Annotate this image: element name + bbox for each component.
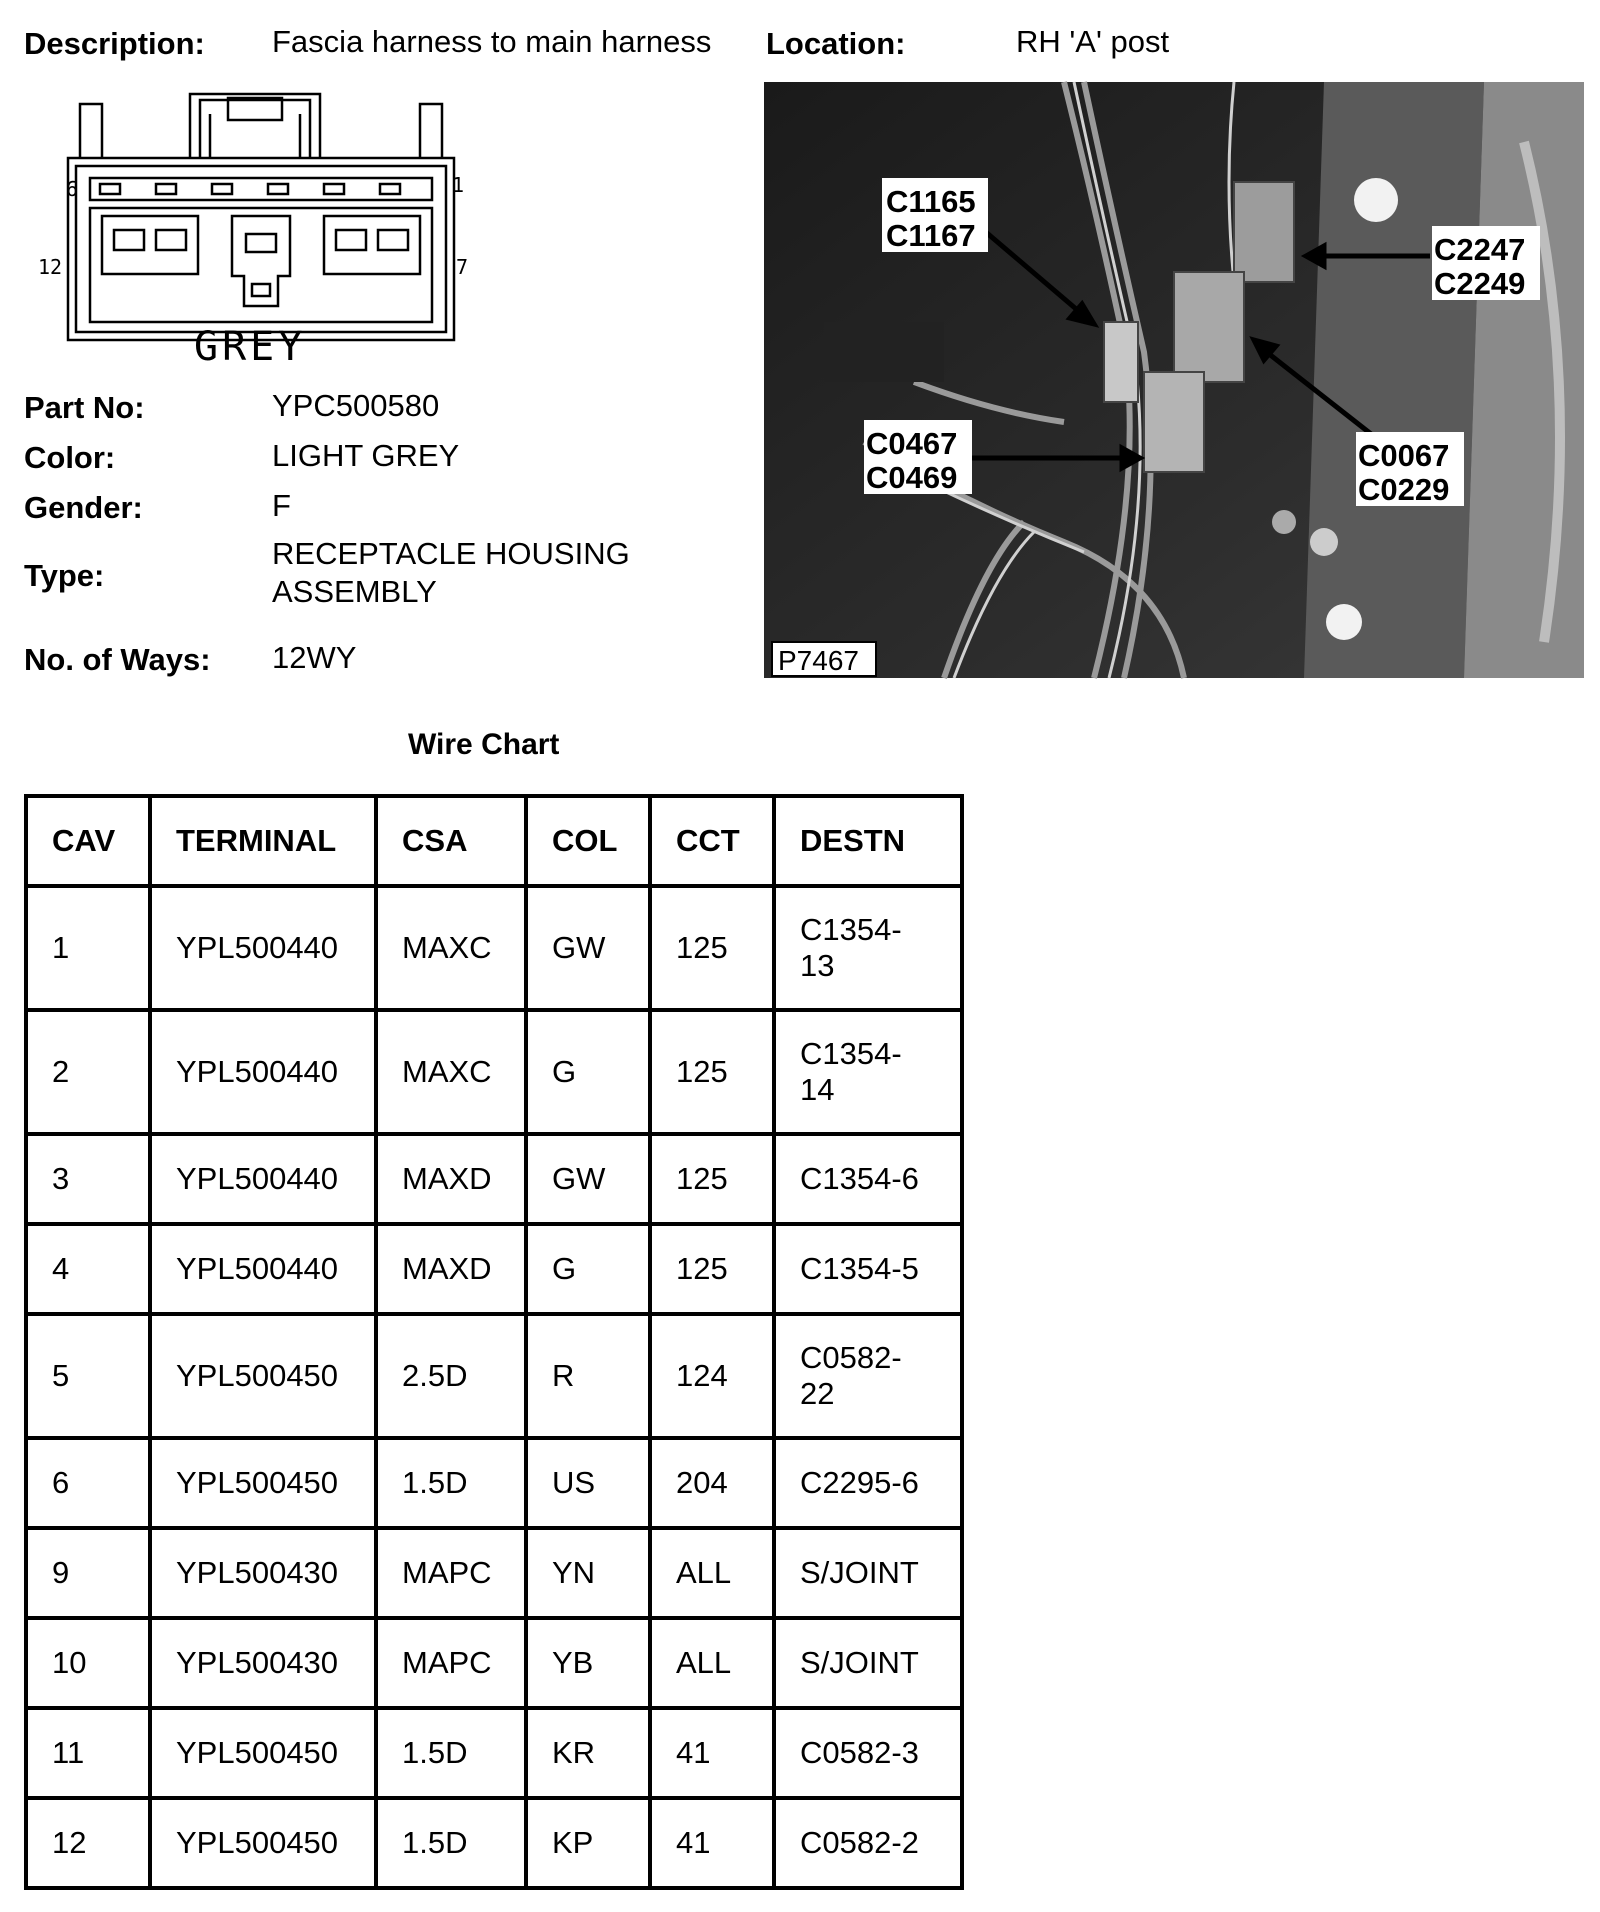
cell-csa: 1.5D (376, 1798, 526, 1888)
cell-csa: MAXD (376, 1224, 526, 1314)
header-terminal: TERMINAL (150, 796, 376, 886)
cell-cct: 125 (650, 1224, 774, 1314)
cell-terminal: YPL500440 (150, 1224, 376, 1314)
table-row (26, 1010, 962, 1134)
table-row (26, 1224, 962, 1314)
photo-reference: P7467 (778, 645, 859, 676)
cell-cav: 5 (26, 1314, 150, 1438)
pin-label-12: 12 (38, 255, 63, 279)
destn-line1: C0582- (800, 1340, 902, 1375)
cell-terminal: YPL500440 (150, 886, 376, 1010)
cell-destn (774, 1314, 962, 1438)
callout-c0067: C0067 (1358, 438, 1450, 473)
destn-line2: 13 (800, 948, 835, 983)
part-no-label: Part No: (24, 390, 145, 425)
cell-destn (774, 886, 962, 1010)
cell-col: GW (526, 1134, 650, 1224)
table-row (26, 1618, 962, 1708)
header-cav: CAV (26, 796, 150, 886)
type-value-line1: RECEPTACLE HOUSING (272, 536, 630, 571)
cell-terminal: YPL500450 (150, 1798, 376, 1888)
cell-csa: 1.5D (376, 1438, 526, 1528)
cell-cct: 125 (650, 886, 774, 1010)
header-destn: DESTN (774, 796, 962, 886)
cell-cav: 11 (26, 1708, 150, 1798)
description-value: Fascia harness to main harness (272, 24, 712, 59)
cell-col: G (526, 1224, 650, 1314)
connector-color-text: GREY (194, 324, 307, 370)
wire-chart-title: Wire Chart (408, 728, 560, 761)
cell-col: G (526, 1010, 650, 1134)
cell-destn: C1354-6 (774, 1134, 962, 1224)
cell-col: GW (526, 886, 650, 1010)
pin-label-6: 6 (66, 177, 79, 201)
cell-col: YB (526, 1618, 650, 1708)
cell-csa: 1.5D (376, 1708, 526, 1798)
callout-c0467: C0467 (866, 426, 958, 461)
callout-c2249: C2249 (1434, 266, 1526, 301)
cell-cav: 4 (26, 1224, 150, 1314)
type-label: Type: (24, 558, 105, 593)
cell-cav: 6 (26, 1438, 150, 1528)
wire-chart-table (24, 794, 964, 1890)
cell-csa: MAXC (376, 886, 526, 1010)
gender-label: Gender: (24, 490, 143, 525)
cell-col: YN (526, 1528, 650, 1618)
cell-destn: C0582-3 (774, 1708, 962, 1798)
cell-destn: C0582-2 (774, 1798, 962, 1888)
header-csa: CSA (376, 796, 526, 886)
cell-terminal: YPL500450 (150, 1438, 376, 1528)
type-value-line2: ASSEMBLY (272, 574, 437, 609)
cell-terminal: YPL500450 (150, 1708, 376, 1798)
cell-destn: C1354-5 (774, 1224, 962, 1314)
cell-col: R (526, 1314, 650, 1438)
cell-terminal: YPL500430 (150, 1618, 376, 1708)
destn-line2: 22 (800, 1376, 835, 1411)
callout-c2247: C2247 (1434, 232, 1526, 267)
cell-col: KR (526, 1708, 650, 1798)
callout-c1165: C1165 (886, 184, 976, 219)
cell-cct: 41 (650, 1708, 774, 1798)
location-label: Location: (766, 26, 906, 61)
cell-cav: 2 (26, 1010, 150, 1134)
cell-destn: S/JOINT (774, 1528, 962, 1618)
table-row (26, 1708, 962, 1798)
table-row (26, 1134, 962, 1224)
table-header-row (26, 796, 962, 886)
description-label: Description: (24, 26, 205, 61)
callout-c1167: C1167 (886, 218, 976, 253)
cell-destn (774, 1010, 962, 1134)
callout-c0229: C0229 (1358, 472, 1450, 507)
gender-value: F (272, 488, 291, 523)
cell-cct: ALL (650, 1528, 774, 1618)
color-label: Color: (24, 440, 116, 475)
destn-line1: C1354- (800, 1036, 902, 1071)
table-row (26, 1798, 962, 1888)
cell-cct: 125 (650, 1134, 774, 1224)
cell-terminal: YPL500440 (150, 1010, 376, 1134)
cell-destn: C2295-6 (774, 1438, 962, 1528)
part-no-value: YPC500580 (272, 388, 440, 423)
table-row (26, 886, 962, 1010)
location-photo (764, 82, 1584, 678)
cell-csa: 2.5D (376, 1314, 526, 1438)
destn-line2: 14 (800, 1072, 835, 1107)
ways-value: 12WY (272, 640, 357, 675)
cell-cct: 41 (650, 1798, 774, 1888)
cell-terminal: YPL500430 (150, 1528, 376, 1618)
cell-destn: S/JOINT (774, 1618, 962, 1708)
header-col: COL (526, 796, 650, 886)
location-value: RH 'A' post (1016, 24, 1170, 59)
cell-cct: ALL (650, 1618, 774, 1708)
cell-cct: 124 (650, 1314, 774, 1438)
cell-csa: MAPC (376, 1618, 526, 1708)
table-row (26, 1314, 962, 1438)
cell-col: KP (526, 1798, 650, 1888)
destn-line1: C1354- (800, 912, 902, 947)
callout-c0469: C0469 (866, 460, 958, 495)
cell-terminal: YPL500450 (150, 1314, 376, 1438)
pin-label-7: 7 (456, 255, 469, 279)
cell-cav: 1 (26, 886, 150, 1010)
cell-cav: 3 (26, 1134, 150, 1224)
cell-terminal: YPL500440 (150, 1134, 376, 1224)
cell-col: US (526, 1438, 650, 1528)
pin-label-1: 1 (452, 173, 465, 197)
cell-cav: 10 (26, 1618, 150, 1708)
cell-csa: MAXD (376, 1134, 526, 1224)
connector-face-diagram (38, 88, 480, 370)
cell-cav: 9 (26, 1528, 150, 1618)
table-row (26, 1528, 962, 1618)
color-value: LIGHT GREY (272, 438, 460, 473)
table-row (26, 1438, 962, 1528)
cell-csa: MAXC (376, 1010, 526, 1134)
cell-cav: 12 (26, 1798, 150, 1888)
header-cct: CCT (650, 796, 774, 886)
cell-csa: MAPC (376, 1528, 526, 1618)
cell-cct: 204 (650, 1438, 774, 1528)
cell-cct: 125 (650, 1010, 774, 1134)
ways-label: No. of Ways: (24, 642, 211, 677)
